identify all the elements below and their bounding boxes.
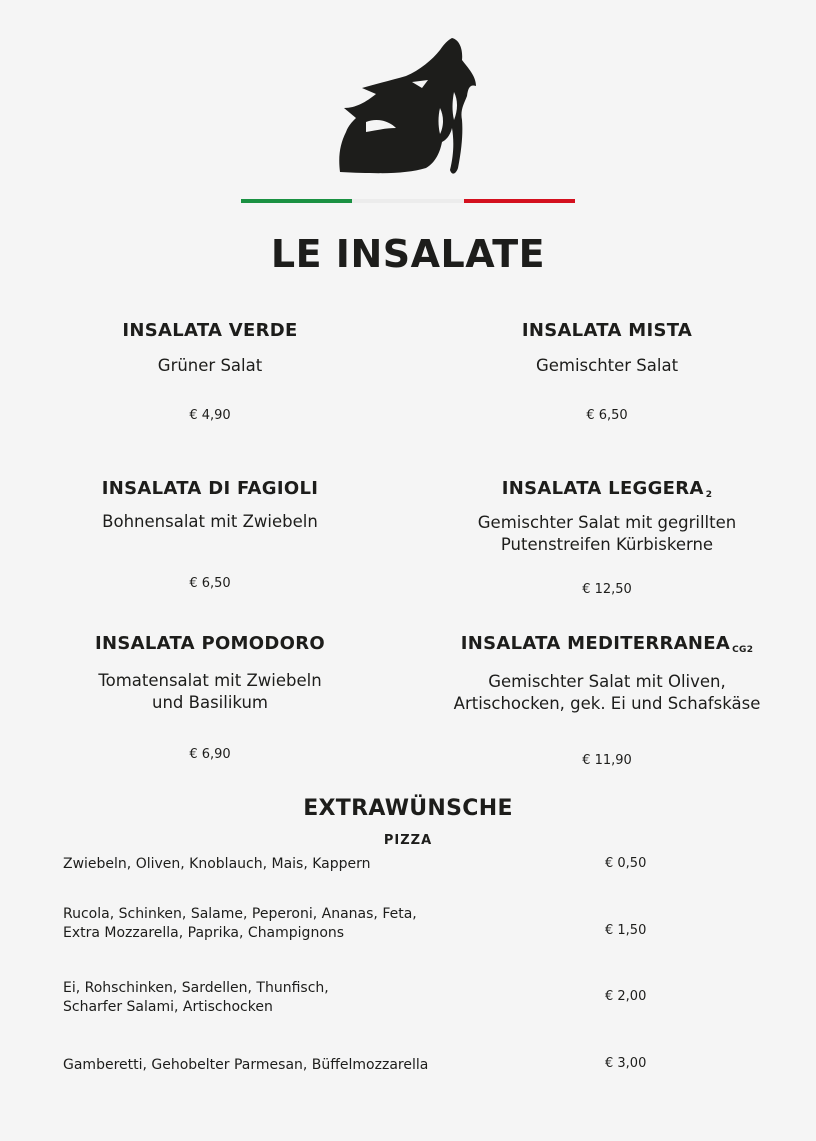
menu-item-insalata-mista bbox=[436, 320, 778, 430]
wolf-head-logo-icon bbox=[336, 36, 480, 178]
extras-row-line: Rucola, Schinken, Salame, Peperoni, Ananas, Feta, bbox=[63, 906, 417, 922]
menu-item-insalata-leggera bbox=[436, 478, 778, 602]
menu-item-insalata-pomodoro bbox=[40, 633, 380, 765]
item-desc-line: Artischocken, gek. Ei und Schafskäse bbox=[453, 694, 761, 713]
item-price: € 11,90 bbox=[582, 753, 632, 768]
extras-row bbox=[63, 1056, 663, 1075]
page-title: LE INSALATE bbox=[270, 232, 546, 276]
extras-title: EXTRAWÜNSCHE bbox=[303, 796, 513, 821]
item-desc-line: und Basilikum bbox=[152, 693, 268, 712]
item-price: € 4,90 bbox=[189, 408, 231, 423]
flag-stripe-green bbox=[241, 199, 352, 203]
item-name: INSALATA DI FAGIOLI bbox=[101, 478, 319, 499]
item-name: INSALATA VERDE bbox=[122, 320, 298, 341]
menu-item-insalata-mediterranea bbox=[436, 633, 778, 771]
extras-row-line: Gamberetti, Gehobelter Parmesan, Büffelmozzarella bbox=[63, 1057, 429, 1073]
extras-row bbox=[63, 905, 663, 943]
menu-item-insalata-di-fagioli bbox=[40, 478, 380, 598]
item-note: CG2 bbox=[732, 645, 754, 655]
item-desc-line: Gemischter Salat mit Oliven, bbox=[488, 672, 726, 691]
flag-stripe-white bbox=[352, 199, 464, 203]
extras-row-price: € 2,00 bbox=[605, 989, 647, 1004]
item-price: € 6,50 bbox=[586, 408, 628, 423]
item-desc-line: Tomatensalat mit Zwiebeln bbox=[98, 671, 322, 690]
item-price: € 6,50 bbox=[189, 576, 231, 591]
item-name: INSALATA POMODORO bbox=[95, 633, 325, 654]
item-name: INSALATA MEDITERRANEA $_{CG2}$ bbox=[460, 633, 754, 655]
item-desc-line: Bohnensalat mit Zwiebeln bbox=[102, 512, 318, 531]
item-desc-line: Grüner Salat bbox=[157, 356, 263, 375]
extras-row-price: € 0,50 bbox=[605, 856, 647, 871]
item-desc-line: Putenstreifen Kürbiskerne bbox=[500, 535, 714, 554]
extras-row bbox=[63, 855, 663, 874]
item-desc-line: Gemischter Salat bbox=[535, 356, 679, 375]
item-desc-line: Gemischter Salat mit gegrillten bbox=[477, 513, 737, 532]
extras-row-price: € 3,00 bbox=[605, 1056, 647, 1071]
extras-row-line: Ei, Rohschinken, Sardellen, Thunfisch, bbox=[63, 980, 329, 996]
extras-subtitle: PIZZA bbox=[383, 833, 433, 848]
extras-row bbox=[63, 979, 663, 1017]
item-note: 2 bbox=[705, 490, 713, 500]
flag-stripe-red bbox=[464, 199, 575, 203]
extras-row-line: Scharfer Salami, Artischocken bbox=[63, 999, 273, 1015]
item-price: € 6,90 bbox=[189, 747, 231, 762]
extras-row-line: Zwiebeln, Oliven, Knoblauch, Mais, Kappern bbox=[63, 856, 371, 872]
extras-row-line: Extra Mozzarella, Paprika, Champignons bbox=[63, 925, 345, 941]
item-name: INSALATA LEGGERA $_2$ bbox=[501, 478, 713, 500]
item-price: € 12,50 bbox=[582, 582, 632, 597]
menu-item-insalata-verde bbox=[40, 320, 380, 430]
extras-row-price: € 1,50 bbox=[605, 923, 647, 938]
item-name: INSALATA MISTA bbox=[521, 320, 693, 341]
